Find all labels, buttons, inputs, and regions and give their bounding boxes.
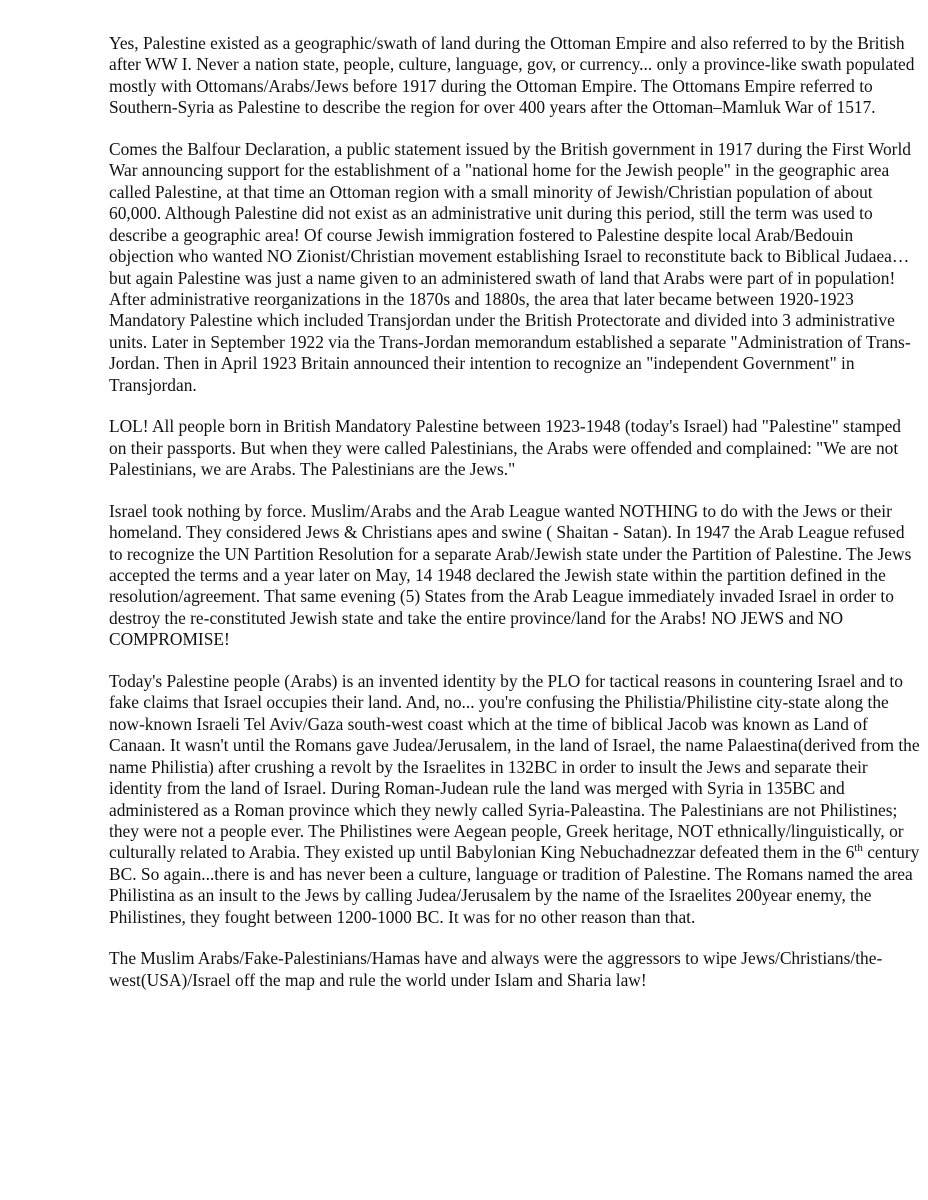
superscript: th	[854, 842, 863, 855]
paragraph: The Muslim Arabs/Fake-Palestinians/Hamas have and always were the aggressors to wipe Jews/Christians/the-west(USA)/Israel off the map and rule the world under Islam and Sharia law!	[109, 948, 883, 990]
paragraph: Israel took nothing by force. Muslim/Arabs and the Arab League wanted NOTHING to do with the Jews or their homeland. They considered Jews & Christians apes and swine ( Shaitan - Satan). In 1947 the Arab League refused to recognize the UN Partition Resolution for a separate Arab/Jewish state under the Partition of Palestine. The Jews accepted the terms and a year later on May, 14 1948 declared the Jewish state within the partition defined in the resolution/agreement. That same evening (5) States from the Arab League immediately invaded Israel in order to destroy the re-constituted Jewish state and take the entire province/land for the Arabs! NO JEWS and NO COMPROMISE!	[109, 500, 912, 650]
paragraph-text: century BC. So again...there is and has never been a culture, language or tradition of Palestine. The Romans named the area Philistina as an insult to the Jews by calling Judea/Jerusalem by the name of the Israelites 200year enemy, the Philistines, they fought between 1200-1000 BC. It was for no other reason than that.	[109, 842, 920, 927]
paragraph: LOL! All people born in British Mandatory Palestine between 1923-1948 (today's Israel) had "Palestine" stamped on their passports. But when they were called Palestinians, the Arabs were offended and complained: "We are not Palestinians, we are Arabs. The Palestinians are the Jews."	[109, 416, 902, 480]
paragraph: Comes the Balfour Declaration, a public statement issued by the British government in 1917 during the First World War announcing support for the establishment of a "national home for the Jewish people" in the geographic area called Palestine, at that time an Ottoman region with a small minority of Jewish/Christian population of about 60,000. Although Palestine did not exist as an administrative unit during this period, still the term was used to describe a geographic area! Of course Jewish immigration fostered to Palestine despite local Arab/Bedouin objection who wanted NO Zionist/Christian movement establishing Israel to reconstitute back to Biblical Judaea… but again Palestine was just a name given to an administered swath of land that Arabs were part of in population! After administrative reorganizations in the 1870s and 1880s, the area that later became between 1920-1923 Mandatory Palestine which included Transjordan under the British Protectorate and divided into 3 administrative units. Later in September 1922 via the Trans-Jordan memorandum established a separate "Administration of Trans-Jordan. Then in April 1923 Britain announced their intention to recognize an "independent Government" in Transjordan.	[109, 138, 911, 395]
document-body	[109, 33, 921, 1011]
paragraph: Yes, Palestine existed as a geographic/swath of land during the Ottoman Empire and also referred to by the British after WW I. Never a nation state, people, culture, language, gov, or currency... only a province-like swath populated mostly with Ottomans/Arabs/Jews before 1917 during the Ottoman Empire. The Ottomans Empire referred to Southern-Syria as Palestine to describe the region for over 400 years after the Ottoman–Mamluk War of 1517.	[109, 33, 915, 118]
paragraph-text: Today's Palestine people (Arabs) is an invented identity by the PLO for tactical reasons in countering Israel and to fake claims that Israel occupies their land. And, no... you're confusing the Philistia/Philistine city-state along the now-known Israeli Tel Aviv/Gaza south-west coast which at the time of biblical Jacob was known as Land of Canaan. It wasn't until the Romans gave Judea/Jerusalem, in the land of Israel, the name Palaestina(derived from the name Philistia) after crushing a revolt by the Israelites in 132BC in order to insult the Jews and separate their identity from the land of Israel. During Roman-Judean rule the land was merged with Syria in 135BC and administered as a Roman province which they newly called Syria-Paleastina. The Palestinians are not Philistines; they were not a people ever. The Philistines were Aegean people, Greek heritage, NOT ethnically/linguistically, or culturally related to Arabia. They existed up until Babylonian King Nebuchadnezzar defeated them in the 6	[109, 670, 920, 863]
paragraph-with-superscript	[109, 671, 921, 928]
